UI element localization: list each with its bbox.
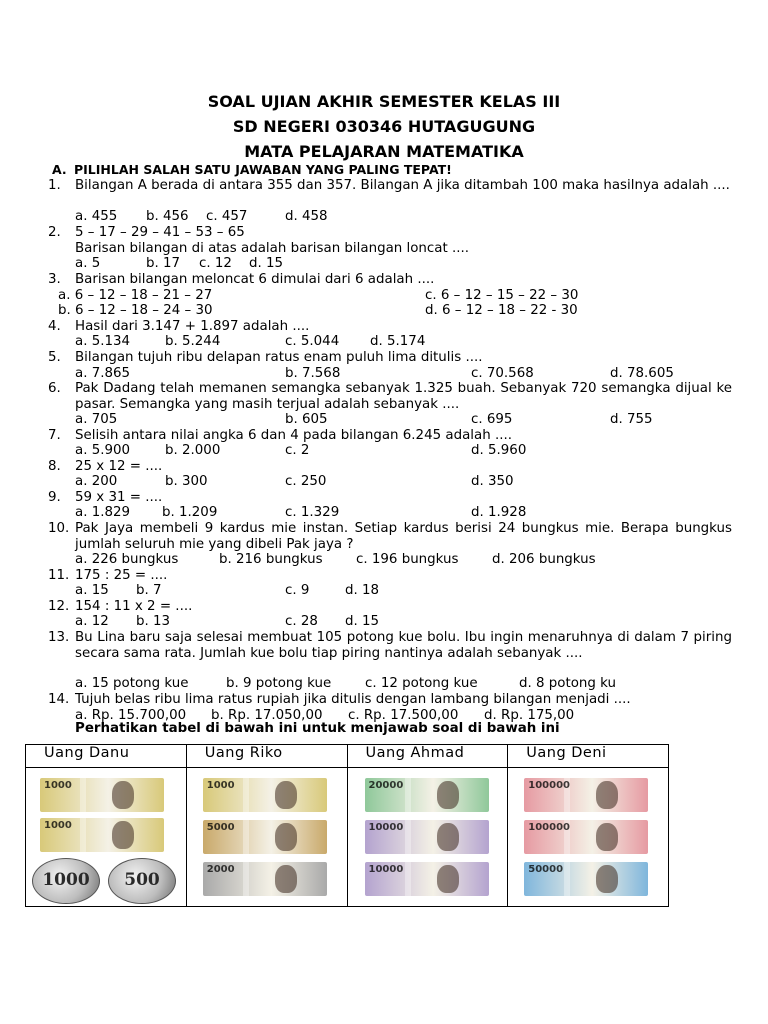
option-a[interactable]: a. 200 [75,474,118,489]
option-c[interactable]: c. 250 [285,474,327,489]
note-band [243,778,249,812]
question-number: 14. [48,692,70,707]
table-instruction: Perhatikan tabel di bawah ini untuk menjawab soal di bawah ini [75,721,560,736]
option-d[interactable]: d. 8 potong ku [519,676,616,691]
option-a[interactable]: a. 226 bungkus [75,552,179,567]
coin-image [32,858,100,904]
banknote-value: 20000 [368,780,404,791]
question-text: Pak Dadang telah memanen semangka sebanyak 1.325 buah. Sebanyak 720 semangka dijual ke pasar. Semangka yang masih terjual adalah sebanyak .... [75,381,732,412]
option-b[interactable]: b. 2.000 [165,443,221,458]
question-text: Selisih antara nilai angka 6 dan 4 pada bilangan 6.245 adalah .... [75,428,512,443]
banknote-value: 50000 [528,864,564,875]
option-d[interactable]: d. 755 [610,412,653,427]
portrait-image [596,865,618,893]
banknote-image [40,818,164,852]
question-text: 175 : 25 = .... [75,568,168,583]
banknote-image [365,862,489,896]
banknote-image [365,820,489,854]
option-b[interactable]: b. 1.209 [162,505,218,520]
section-label: A. [52,162,67,177]
coin-value: 500 [124,870,160,890]
question-text: Pak Jaya membeli 9 kardus mie instan. Setiap kardus berisi 24 bungkus mie. Berapa bungkus jumlah seluruh mie yang dibeli Pak jaya ? [75,521,732,552]
option-b[interactable]: b. 7 [136,583,162,598]
portrait-image [112,821,134,849]
option-b[interactable]: b. 13 [136,614,171,629]
option-d[interactable]: d. 1.928 [471,505,527,520]
question-number: 7. [48,428,61,443]
banknote-image [203,778,327,812]
banknote-value: 10000 [368,864,404,875]
question-text: Bilangan A berada di antara 355 dan 357. Bilangan A jika ditambah 100 maka hasilnya adalah .... [75,178,730,193]
portrait-image [437,781,459,809]
option-b[interactable]: b. 300 [165,474,208,489]
header-uang-deni: Uang Deni [508,745,669,768]
option-c[interactable]: c. 1.329 [285,505,340,520]
option-c[interactable]: c. 6 – 12 – 15 – 22 – 30 [425,288,579,303]
money-table [25,744,669,907]
money-table-header-row [26,745,669,768]
question-text: 59 x 31 = .... [75,490,163,505]
option-c[interactable]: c. 70.568 [471,366,534,381]
option-d[interactable]: d. 5.960 [471,443,527,458]
portrait-image [275,865,297,893]
banknote-value: 2000 [206,864,235,875]
money-cell-danu [26,768,187,907]
portrait-image [275,781,297,809]
option-a[interactable]: a. 1.829 [75,505,131,520]
portrait-image [596,781,618,809]
option-b[interactable]: b. 7.568 [285,366,341,381]
option-a[interactable]: a. 7.865 [75,366,131,381]
option-c[interactable]: c. Rp. 17.500,00 [348,708,459,723]
banknote-image [203,820,327,854]
option-d[interactable]: d. 18 [345,583,380,598]
option-a[interactable]: a. 455 [75,209,118,224]
question-text: Barisan bilangan di atas adalah barisan bilangan loncat .... [75,241,470,256]
question-text: 154 : 11 x 2 = .... [75,599,193,614]
option-c[interactable]: c. 28 [285,614,318,629]
option-c[interactable]: c. 12 potong kue [365,676,478,691]
option-d[interactable]: d. 5.174 [370,334,426,349]
header-uang-danu: Uang Danu [26,745,187,768]
banknote-value: 10000 [368,822,404,833]
section-instruction: PILIHLAH SALAH SATU JAWABAN YANG PALING TEPAT! [74,162,452,177]
portrait-image [275,823,297,851]
money-cell-riko [186,768,347,907]
question-number: 4. [48,319,61,334]
banknote-image [524,862,648,896]
note-band [405,862,411,896]
question-number: 10. [48,521,70,536]
question-text: Tujuh belas ribu lima ratus rupiah jika ditulis dengan lambang bilangan menjadi .... [75,692,631,707]
exam-title-line-2: SD NEGERI 030346 HUTAGUGUNG [232,117,536,136]
option-b[interactable]: b. 456 [146,209,189,224]
option-c[interactable]: c. 196 bungkus [356,552,459,567]
question-number: 11. [48,568,70,583]
question-number: 8. [48,459,61,474]
section-heading [52,162,452,177]
option-d[interactable]: d. 6 – 12 – 18 – 22 - 30 [425,303,578,318]
option-a[interactable]: a. 5.900 [75,443,131,458]
option-d[interactable]: d. 458 [285,209,328,224]
option-b[interactable]: b. 605 [285,412,328,427]
question-text: Barisan bilangan meloncat 6 dimulai dari 6 adalah .... [75,272,435,287]
option-a[interactable]: a. 705 [75,412,118,427]
option-b[interactable]: b. 17 [146,256,181,271]
option-b[interactable]: b. 9 potong kue [226,676,332,691]
question-number: 5. [48,350,61,365]
option-c[interactable]: c. 9 [285,583,310,598]
banknote-value: 1000 [206,780,235,791]
question-text: Bilangan tujuh ribu delapan ratus enam puluh lima ditulis .... [75,350,483,365]
banknote-image [203,862,327,896]
portrait-image [112,781,134,809]
note-band [564,862,570,896]
banknote-value: 1000 [44,820,72,831]
money-cell-ahmad [347,768,508,907]
option-a[interactable]: a. Rp. 15.700,00 [75,708,187,723]
option-d[interactable]: d. 206 bungkus [492,552,596,567]
option-a[interactable]: a. 5 [75,256,101,271]
option-a[interactable]: a. 12 [75,614,109,629]
exam-title-line-3: MATA PELAJARAN MATEMATIKA [244,142,524,161]
question-number: 13. [48,630,70,645]
option-a[interactable]: a. 15 potong kue [75,676,189,691]
question-number: 2. [48,225,61,240]
note-band [405,820,411,854]
banknote-image [40,778,164,812]
option-b[interactable]: b. 216 bungkus [219,552,323,567]
money-cell-deni [508,768,669,907]
question-text: 25 x 12 = .... [75,459,163,474]
option-c[interactable]: c. 5.044 [285,334,340,349]
option-c[interactable]: c. 12 [199,256,232,271]
question-number: 3. [48,272,61,287]
option-d[interactable]: d. Rp. 175,00 [484,708,575,723]
option-b[interactable]: b. 6 – 12 – 18 – 24 – 30 [58,303,213,318]
option-a[interactable]: a. 15 [75,583,109,598]
question-number: 6. [48,381,61,396]
banknote-value: 5000 [206,822,235,833]
portrait-image [437,865,459,893]
banknote-image [524,820,648,854]
banknote-value: 100000 [528,780,570,791]
option-c[interactable]: c. 2 [285,443,310,458]
option-c[interactable]: c. 695 [471,412,513,427]
note-band [243,862,249,896]
banknote-value: 1000 [44,780,72,791]
header-uang-riko: Uang Riko [186,745,347,768]
question-text: Hasil dari 3.147 + 1.897 adalah .... [75,319,310,334]
option-b[interactable]: b. 5.244 [165,334,221,349]
portrait-image [596,823,618,851]
note-band [80,818,86,852]
header-uang-ahmad: Uang Ahmad [347,745,508,768]
coin-image [108,858,176,904]
option-d[interactable]: d. 15 [345,614,380,629]
exam-title-line-1: SOAL UJIAN AKHIR SEMESTER KELAS III [207,92,561,111]
option-a[interactable]: a. 5.134 [75,334,131,349]
banknote-image [524,778,648,812]
banknote-value: 100000 [528,822,570,833]
option-d[interactable]: d. 350 [471,474,514,489]
question-text: Bu Lina baru saja selesai membuat 105 potong kue bolu. Ibu ingin menaruhnya di dalam 7 piring secara sama rata. Jumlah kue bolu tiap piring nantinya adalah sebanyak .... [75,630,732,661]
question-number: 1. [48,178,61,193]
question-number: 12. [48,599,70,614]
option-a[interactable]: a. 6 – 12 – 18 – 21 – 27 [58,288,213,303]
portrait-image [437,823,459,851]
option-c[interactable]: c. 457 [206,209,248,224]
question-number: 9. [48,490,61,505]
question-text: 5 – 17 – 29 – 41 – 53 – 65 [75,225,245,240]
note-band [405,778,411,812]
coin-value: 1000 [42,870,90,890]
note-band [243,820,249,854]
option-d[interactable]: d. 78.605 [610,366,674,381]
banknote-image [365,778,489,812]
option-d[interactable]: d. 15 [249,256,284,271]
note-band [80,778,86,812]
option-b[interactable]: b. Rp. 17.050,00 [211,708,323,723]
